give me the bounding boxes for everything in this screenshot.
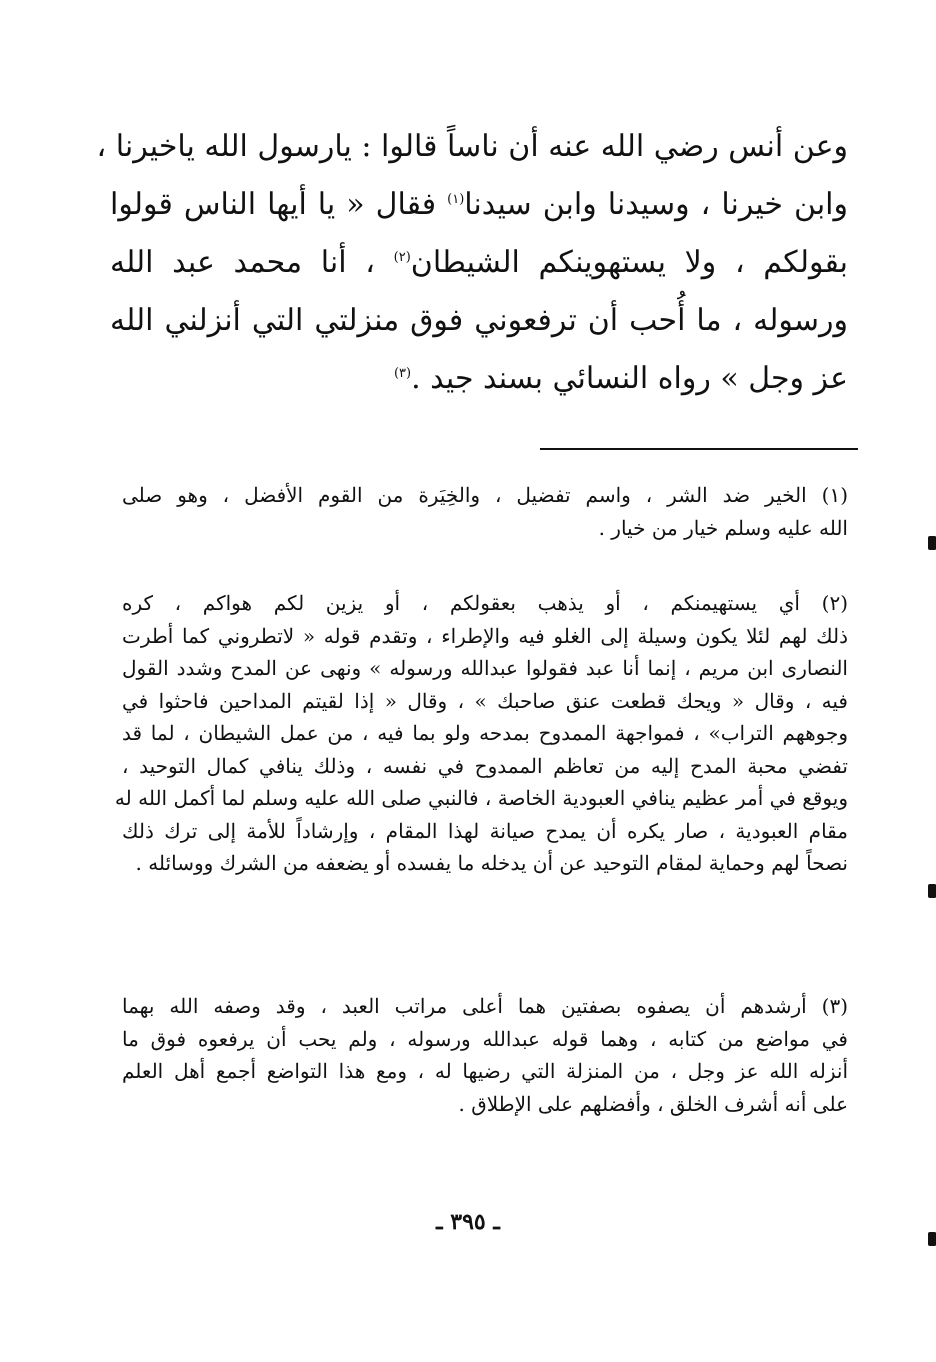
footnote-3 <box>122 990 848 1120</box>
footnote-2-line: (٢) أي يستهيمنكم ، أو يذهب بعقولكم ، أو يزين لكم هواكم ، كره <box>122 591 848 615</box>
main-line-1: وعن أنس رضي الله عنه أن ناساً قالوا : يارسول الله ياخيرنا ، <box>96 129 848 164</box>
footnote-2-line: ويوقع في أمر عظيم ينافي العبودية الخاصة ، فالنبي صلى الله عليه وسلم لما أكمل الله له <box>114 786 848 810</box>
main-line-3 <box>110 234 848 292</box>
scan-edge-mark <box>928 884 936 898</box>
footnote-ref-2: (٢) <box>393 250 411 265</box>
footnote-2-line: ذلك لهم لئلا يكون وسيلة إلى الغلو فيه والإطراء ، وتقدم قوله « لاتطروني كما أطرت <box>122 623 848 648</box>
footnote-ref-1: (١) <box>447 192 465 207</box>
footnote-3-line: أنزله الله عز وجل ، من المنزلة التي رضيها له ، ومع هذا التواضع أجمع أهل العلم <box>122 1059 848 1083</box>
footnote-2-line: النصارى ابن مريم ، إنما أنا عبد فقولوا عبدالله ورسوله » ونهى عن المدح وشدد القول <box>122 656 848 680</box>
footnote-ref-3: (٣) <box>393 366 412 381</box>
footnote-1-line: الله عليه وسلم خيار من خيار . <box>598 515 848 540</box>
footnote-2 <box>114 587 848 880</box>
main-line-2-text: وابن خيرنا ، وسيدنا وابن سيدنا <box>464 187 848 222</box>
footnote-2-line: فيه ، وقال « ويحك قطعت عنق صاحبك » ، وقال « إذا لقيتم المداحين فاحثوا في <box>122 688 848 713</box>
page-number-text: ـ ٣٩٥ ـ <box>436 1209 500 1235</box>
footnote-2-line: مقام العبودية ، صار يكره أن يمدح صيانة لهذا المقام ، وإرشاداً للأمة إلى ترك ذلك <box>122 818 848 843</box>
main-line-5 <box>110 350 848 408</box>
main-line-4: ورسوله ، ما أُحب أن ترفعوني فوق منزلتي التي أنزلني الله <box>110 303 848 338</box>
scan-edge-mark <box>928 536 936 550</box>
main-line-3-text: بقولكم ، ولا يستهوينكم الشيطان <box>410 245 849 280</box>
main-line-3-tail: ، أنا محمد عبد الله <box>110 245 394 280</box>
main-line-2-tail: فقال « يا أيها الناس قولوا <box>110 187 448 222</box>
main-line-5-text: عز وجل » رواه النسائي بسند جيد . <box>411 361 848 396</box>
footnote-1-line: (١) الخير ضد الشر ، واسم تفضيل ، والخِيَرة من القوم الأفضل ، وهو صلى <box>122 483 848 507</box>
footnote-1 <box>122 479 848 544</box>
footnote-3-line: في مواضع من كتابه ، وهما قوله عبدالله ورسوله ، ولم يحب أن يرفعوه فوق ما <box>122 1026 848 1051</box>
footnote-2-line: نصحاً لهم وحماية لمقام التوحيد عن أن يدخله ما يفسده أو يضعفه من الشرك ووسائله . <box>135 851 848 875</box>
scan-edge-mark <box>928 1232 936 1246</box>
page-number <box>0 1209 936 1235</box>
footnote-separator <box>540 448 858 450</box>
footnote-3-line: (٣) أرشدهم أن يصفوه بصفتين هما أعلى مراتب العبد ، وقد وصفه الله بهما <box>122 994 848 1018</box>
main-text <box>96 118 849 408</box>
footnote-2-line: تفضي محبة المدح إليه من تعاظم الممدوح في نفسه ، وذلك ينافي كمال التوحيد ، <box>122 753 848 778</box>
footnote-2-line: وجوههم التراب» ، فمواجهة الممدوح بمدحه ولو بما فيه ، من عمل الشيطان ، لما قد <box>122 721 848 745</box>
footnote-3-line: على أنه أشرف الخلق ، وأفضلهم على الإطلاق . <box>458 1091 848 1116</box>
main-line-2 <box>110 176 848 234</box>
